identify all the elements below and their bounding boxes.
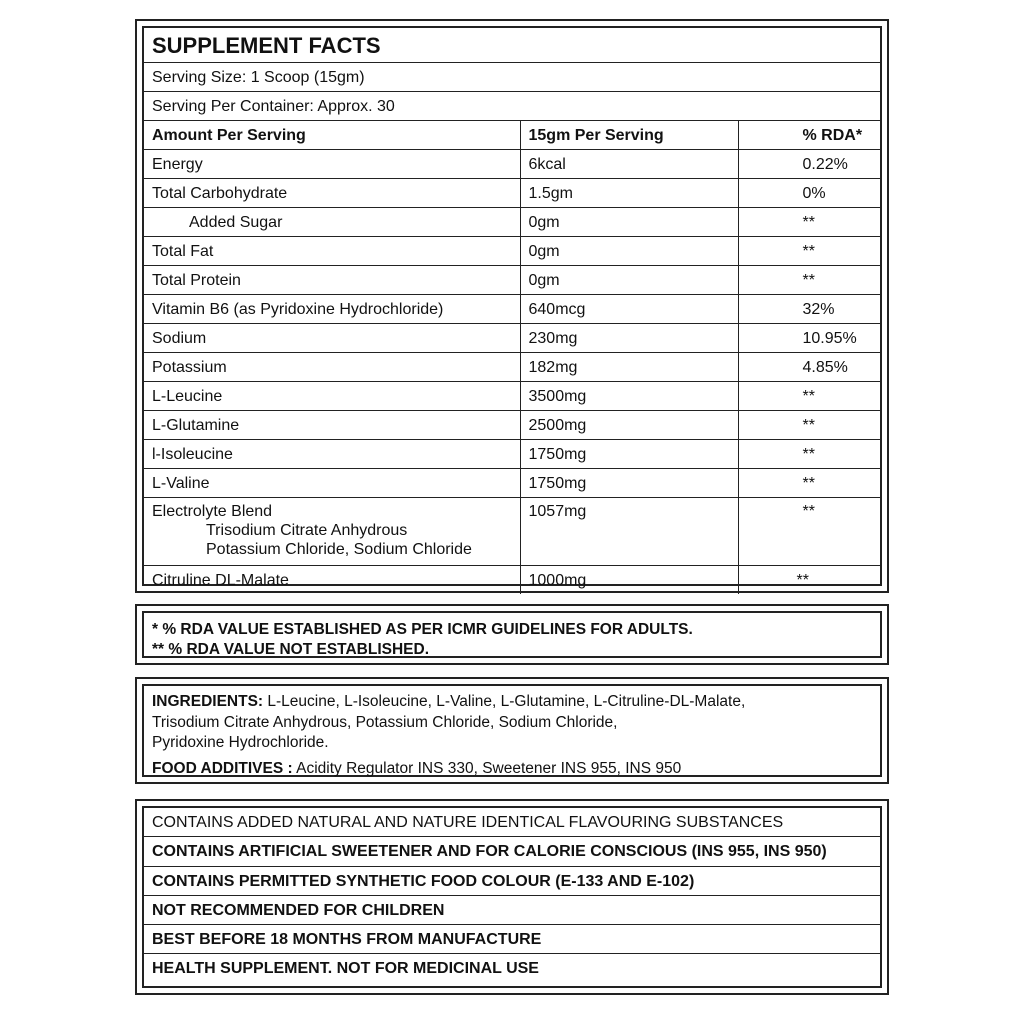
nutrient-rda: ** bbox=[738, 440, 880, 469]
ingredients-label: INGREDIENTS: bbox=[152, 693, 264, 710]
warning-synthetic-colour: CONTAINS PERMITTED SYNTHETIC FOOD COLOUR (E-133 AND E-102) bbox=[144, 867, 880, 896]
rda-note-not-established: ** % RDA VALUE NOT ESTABLISHED. bbox=[152, 641, 430, 658]
nutrient-name: Total Protein bbox=[144, 266, 520, 295]
ingredients-panel bbox=[135, 677, 889, 784]
nutrient-name: L-Leucine bbox=[144, 382, 520, 411]
nutrient-name: Added Sugar bbox=[144, 208, 520, 237]
nutrient-amount: 2500mg bbox=[520, 411, 738, 440]
table-row bbox=[144, 150, 880, 179]
header-amount-per-serving: Amount Per Serving bbox=[144, 121, 520, 150]
ingredients-line-2: Trisodium Citrate Anhydrous, Potassium Chloride, Sodium Chloride, bbox=[152, 713, 618, 731]
table-row bbox=[144, 440, 880, 469]
nutrient-rda: ** bbox=[738, 566, 880, 595]
nutrient-amount: 0gm bbox=[520, 266, 738, 295]
food-additives-text: Acidity Regulator INS 330, Sweetener INS 955, INS 950 bbox=[292, 759, 682, 777]
table-row bbox=[144, 566, 880, 595]
table-row bbox=[144, 353, 880, 382]
table-row bbox=[144, 411, 880, 440]
nutrient-rda: 4.85% bbox=[738, 353, 880, 382]
rda-notes-inner bbox=[142, 611, 882, 658]
table-row bbox=[144, 295, 880, 324]
table-row bbox=[144, 498, 880, 566]
blend-component-2: Potassium Chloride, Sodium Chloride bbox=[206, 541, 472, 558]
table-row bbox=[144, 266, 880, 295]
table-row bbox=[144, 208, 880, 237]
nutrient-rda: ** bbox=[738, 411, 880, 440]
nutrient-amount: 1.5gm bbox=[520, 179, 738, 208]
header-per-serving: 15gm Per Serving bbox=[520, 121, 738, 150]
nutrient-rda: 0% bbox=[738, 179, 880, 208]
table-row bbox=[144, 179, 880, 208]
warnings-panel bbox=[135, 799, 889, 995]
nutrient-name: Potassium bbox=[144, 353, 520, 382]
nutrient-amount: 0gm bbox=[520, 237, 738, 266]
nutrient-amount: 1000mg bbox=[520, 566, 738, 595]
warning-health-supplement: HEALTH SUPPLEMENT. NOT FOR MEDICINAL USE bbox=[152, 960, 539, 978]
nutrient-amount: 3500mg bbox=[520, 382, 738, 411]
nutrient-name: L-Valine bbox=[144, 469, 520, 498]
facts-title: SUPPLEMENT FACTS bbox=[144, 28, 880, 63]
supplement-facts-inner bbox=[142, 26, 882, 589]
warning-not-for-children: NOT RECOMMENDED FOR CHILDREN bbox=[144, 896, 880, 925]
supplement-facts-table bbox=[144, 28, 880, 594]
table-row bbox=[144, 382, 880, 411]
nutrient-amount: 182mg bbox=[520, 353, 738, 382]
warning-artificial-sweetener: CONTAINS ARTIFICIAL SWEETENER AND FOR CALORIE CONSCIOUS (INS 955, INS 950) bbox=[144, 837, 880, 866]
nutrient-name: Electrolyte Blend bbox=[152, 503, 273, 520]
nutrient-rda: ** bbox=[738, 469, 880, 498]
ingredients-text-1: L-Leucine, L-Isoleucine, L-Valine, L-Glutamine, L-Citruline-DL-Malate, bbox=[263, 693, 746, 710]
nutrient-amount: 640mcg bbox=[520, 295, 738, 324]
warning-flavouring: CONTAINS ADDED NATURAL AND NATURE IDENTICAL FLAVOURING SUBSTANCES bbox=[144, 808, 880, 837]
nutrient-rda: ** bbox=[738, 266, 880, 295]
nutrient-amount: 1750mg bbox=[520, 440, 738, 469]
food-additives-label: FOOD ADDITIVES : bbox=[152, 759, 293, 777]
servings-per-container-row bbox=[144, 92, 880, 121]
header-rda: % RDA* bbox=[738, 121, 880, 150]
nutrient-amount: 6kcal bbox=[520, 150, 738, 179]
rda-notes-panel bbox=[135, 604, 889, 665]
nutrient-rda: 10.95% bbox=[738, 324, 880, 353]
blend-component-1: Trisodium Citrate Anhydrous bbox=[206, 522, 408, 539]
nutrient-amount: 1057mg bbox=[520, 498, 738, 566]
table-row bbox=[144, 324, 880, 353]
serving-size: Serving Size: 1 Scoop (15gm) bbox=[144, 63, 880, 92]
nutrient-name: Citruline DL-Malate bbox=[144, 566, 520, 595]
table-header-row bbox=[144, 121, 880, 150]
nutrient-amount: 230mg bbox=[520, 324, 738, 353]
ingredients-line-3: Pyridoxine Hydrochloride. bbox=[152, 734, 329, 751]
warning-best-before: BEST BEFORE 18 MONTHS FROM MANUFACTURE bbox=[144, 925, 880, 954]
ingredients-inner bbox=[142, 684, 882, 777]
nutrient-name: Total Fat bbox=[144, 237, 520, 266]
nutrient-rda: ** bbox=[738, 498, 880, 566]
warnings-inner bbox=[142, 806, 882, 988]
facts-title-row bbox=[144, 28, 880, 63]
servings-per-container: Serving Per Container: Approx. 30 bbox=[144, 92, 880, 121]
nutrient-rda: 0.22% bbox=[738, 150, 880, 179]
nutrient-name: l-Isoleucine bbox=[144, 440, 520, 469]
nutrient-name: Energy bbox=[144, 150, 520, 179]
ingredients-line-1 bbox=[152, 692, 872, 713]
nutrient-amount: 1750mg bbox=[520, 469, 738, 498]
nutrient-rda: 32% bbox=[738, 295, 880, 324]
nutrient-name: Sodium bbox=[144, 324, 520, 353]
nutrient-name: L-Glutamine bbox=[144, 411, 520, 440]
rda-note-established: * % RDA VALUE ESTABLISHED AS PER ICMR GUIDELINES FOR ADULTS. bbox=[152, 621, 693, 638]
food-additives-line bbox=[152, 759, 872, 780]
nutrient-rda: ** bbox=[738, 237, 880, 266]
table-row bbox=[144, 237, 880, 266]
table-row bbox=[144, 469, 880, 498]
nutrient-amount: 0gm bbox=[520, 208, 738, 237]
nutrient-rda: ** bbox=[738, 208, 880, 237]
nutrient-name: Total Carbohydrate bbox=[144, 179, 520, 208]
serving-size-row bbox=[144, 63, 880, 92]
nutrient-name: Vitamin B6 (as Pyridoxine Hydrochloride) bbox=[144, 295, 520, 324]
nutrient-rda: ** bbox=[738, 382, 880, 411]
nutrient-name-cell bbox=[144, 498, 520, 566]
supplement-facts-panel bbox=[135, 19, 889, 593]
